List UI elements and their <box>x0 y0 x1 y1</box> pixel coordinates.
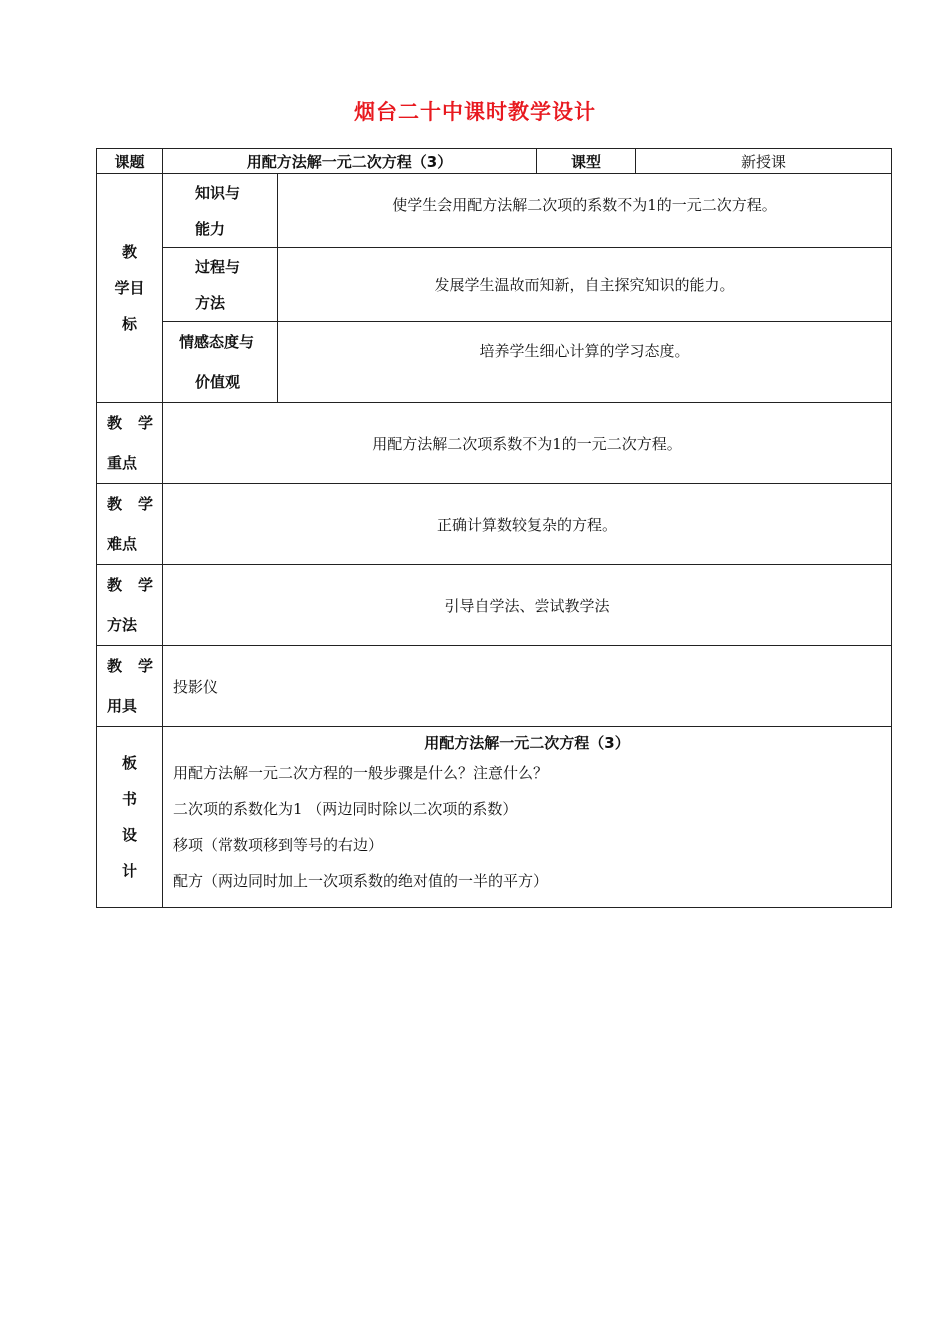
objective-content-process: 发展学生温故而知新，自主探究知识的能力。 <box>278 248 892 322</box>
board-row <box>97 727 892 908</box>
objectives-label <box>97 174 163 403</box>
objectives-label-line: 标 <box>121 315 137 333</box>
type-label: 课型 <box>537 149 636 174</box>
section-row-focus <box>97 403 892 484</box>
lesson-plan-table <box>96 148 892 908</box>
board-line: 二次项的系数化为1 （两边同时除以二次项的系数） <box>173 800 518 818</box>
section-content-method: 引导自学法、尝试教学法 <box>163 565 892 646</box>
header-row <box>97 149 892 174</box>
section-content-focus: 用配方法解二次项系数不为1的一元二次方程。 <box>163 403 892 484</box>
objective-label-attitude: 情感态度与 价值观 <box>163 322 278 403</box>
section-row-difficulty <box>97 484 892 565</box>
board-title: 用配方法解一元二次方程（3） <box>424 734 630 752</box>
objective-row-attitude <box>97 322 892 403</box>
objective-row-knowledge <box>97 174 892 248</box>
objective-row-process <box>97 248 892 322</box>
objectives-label-line: 学目 <box>114 279 145 297</box>
objective-content-knowledge: 使学生会用配方法解二次项的系数不为1的一元二次方程。 <box>278 174 892 248</box>
board-line: 移项（常数项移到等号的右边） <box>173 836 384 854</box>
board-line: 配方（两边同时加上一次项系数的绝对值的一半的平方） <box>173 872 549 890</box>
page-title: 烟台二十中课时教学设计 <box>354 100 596 124</box>
section-label-method: 教 学 方法 <box>97 565 163 646</box>
type-value: 新授课 <box>636 149 892 174</box>
section-row-tools <box>97 646 892 727</box>
objectives-label-line: 教 <box>121 243 137 261</box>
section-content-tools: 投影仪 <box>163 646 892 727</box>
section-label-tools: 教 学 用具 <box>97 646 163 727</box>
topic-label: 课题 <box>97 149 163 174</box>
board-line: 用配方法解一元二次方程的一般步骤是什么？注意什么？ <box>173 764 549 782</box>
section-row-method <box>97 565 892 646</box>
board-content <box>163 727 892 908</box>
board-label: 板 书 设 计 <box>97 727 163 908</box>
section-label-difficulty: 教 学 难点 <box>97 484 163 565</box>
section-content-difficulty: 正确计算数较复杂的方程。 <box>163 484 892 565</box>
topic-value: 用配方法解一元二次方程（3） <box>163 149 537 174</box>
objective-label-knowledge: 知识与 能力 <box>163 174 278 248</box>
section-label-focus: 教 学 重点 <box>97 403 163 484</box>
objective-content-attitude: 培养学生细心计算的学习态度。 <box>278 322 892 403</box>
objective-label-process: 过程与 方法 <box>163 248 278 322</box>
